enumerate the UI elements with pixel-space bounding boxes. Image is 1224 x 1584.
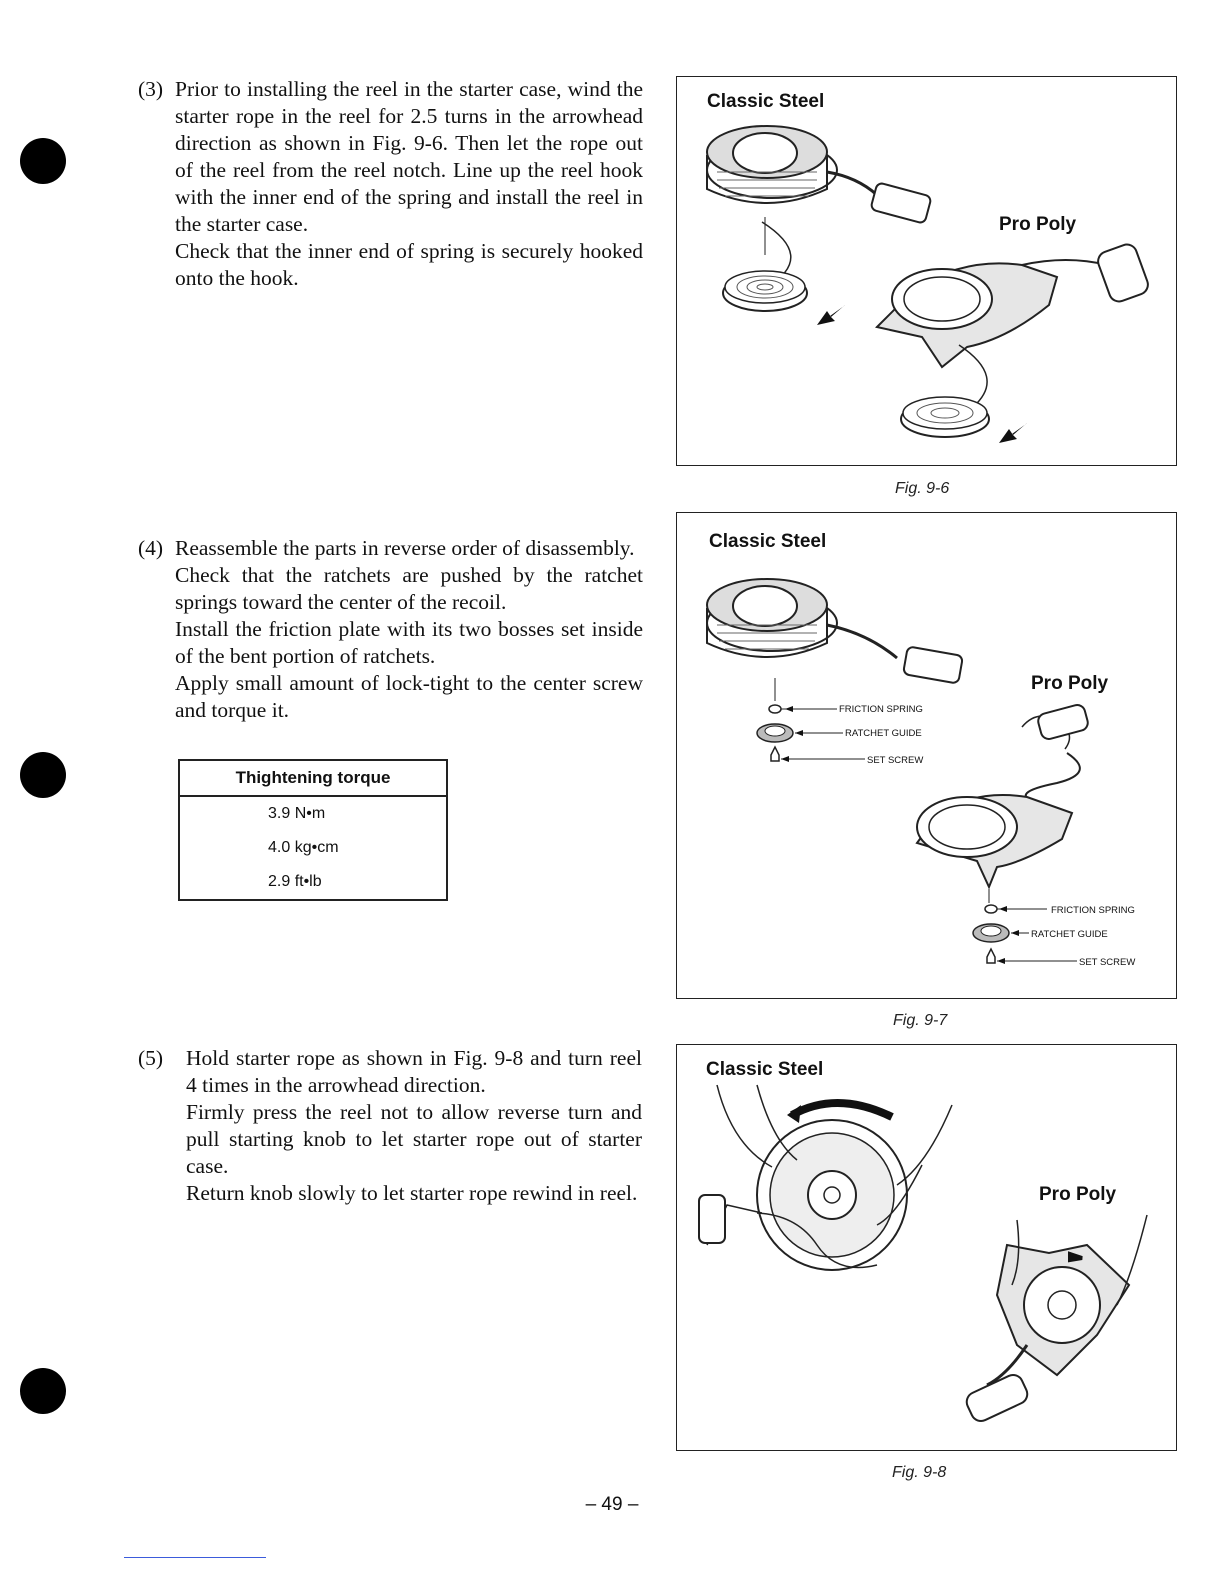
part-label-ratchet-guide: RATCHET GUIDE — [845, 728, 922, 739]
footer-rule — [124, 1557, 266, 1558]
step-paragraph: Firmly press the reel not to allow reverse turn and pull starting knob to let starter rope out of starter case. — [186, 1100, 642, 1178]
part-label-ratchet-guide: RATCHET GUIDE — [1031, 929, 1108, 940]
step-paragraph: Prior to installing the reel in the starter case, wind the starter rope in the reel for 2.5 turns in the arrowhead direction as shown in Fig. 9-6. Then let the rope out of the reel from the reel notch. Line up the reel hook with the inner end of the spring and install the reel in the starter case. — [175, 77, 643, 236]
torque-table — [178, 759, 448, 901]
figure-label-pro-poly: Pro Poly — [1031, 673, 1109, 694]
step-number: (4) — [138, 536, 164, 560]
part-label-friction-spring: FRICTION SPRING — [1051, 905, 1135, 916]
starter-reel-illustration — [677, 77, 1176, 465]
step-paragraph: Reassemble the parts in reverse order of disassembly. — [175, 536, 635, 560]
step-paragraph: Apply small amount of lock-tight to the center screw and torque it. — [175, 671, 643, 722]
step-paragraph: Install the friction plate with its two bosses set inside of the bent portion of ratchets. — [175, 617, 643, 668]
part-label-set-screw: SET SCREW — [867, 755, 924, 766]
figure-label-classic-steel: Classic Steel — [709, 531, 827, 552]
step-paragraph: Return knob slowly to let starter rope rewind in reel. — [186, 1181, 638, 1205]
step-paragraph: Check that the inner end of spring is securely hooked onto the hook. — [175, 239, 643, 290]
torque-value: 4.0 kg•cm — [268, 839, 339, 856]
binder-hole — [20, 752, 66, 798]
figure-label-pro-poly: Pro Poly — [999, 214, 1077, 235]
figure-caption: Fig. 9-7 — [893, 1012, 948, 1029]
binder-hole — [20, 1368, 66, 1414]
figure-caption: Fig. 9-6 — [895, 480, 950, 497]
step-paragraph: Check that the ratchets are pushed by the ratchet springs toward the center of the recoil. — [175, 563, 643, 614]
recoil-assembly-illustration — [677, 513, 1176, 998]
step-number: (3) — [138, 77, 164, 101]
figure-9-8 — [676, 1044, 1177, 1451]
step-paragraph: Hold starter rope as shown in Fig. 9-8 and turn reel 4 times in the arrowhead direction. — [186, 1046, 642, 1097]
rope-winding-illustration — [677, 1045, 1176, 1450]
figure-label-classic-steel: Classic Steel — [706, 1059, 824, 1080]
binder-hole — [20, 138, 66, 184]
part-label-set-screw: SET SCREW — [1079, 957, 1136, 968]
step-number: (5) — [138, 1046, 164, 1070]
torque-value: 2.9 ft•lb — [268, 873, 322, 890]
figure-9-6 — [676, 76, 1177, 466]
torque-table-header: Thightening torque — [180, 761, 446, 797]
figure-label-classic-steel: Classic Steel — [707, 91, 825, 112]
page-number: – 49 – — [585, 1494, 639, 1515]
figure-label-pro-poly: Pro Poly — [1039, 1184, 1117, 1205]
figure-caption: Fig. 9-8 — [892, 1464, 947, 1481]
part-label-friction-spring: FRICTION SPRING — [839, 704, 923, 715]
torque-value: 3.9 N•m — [268, 805, 326, 822]
figure-9-7 — [676, 512, 1177, 999]
